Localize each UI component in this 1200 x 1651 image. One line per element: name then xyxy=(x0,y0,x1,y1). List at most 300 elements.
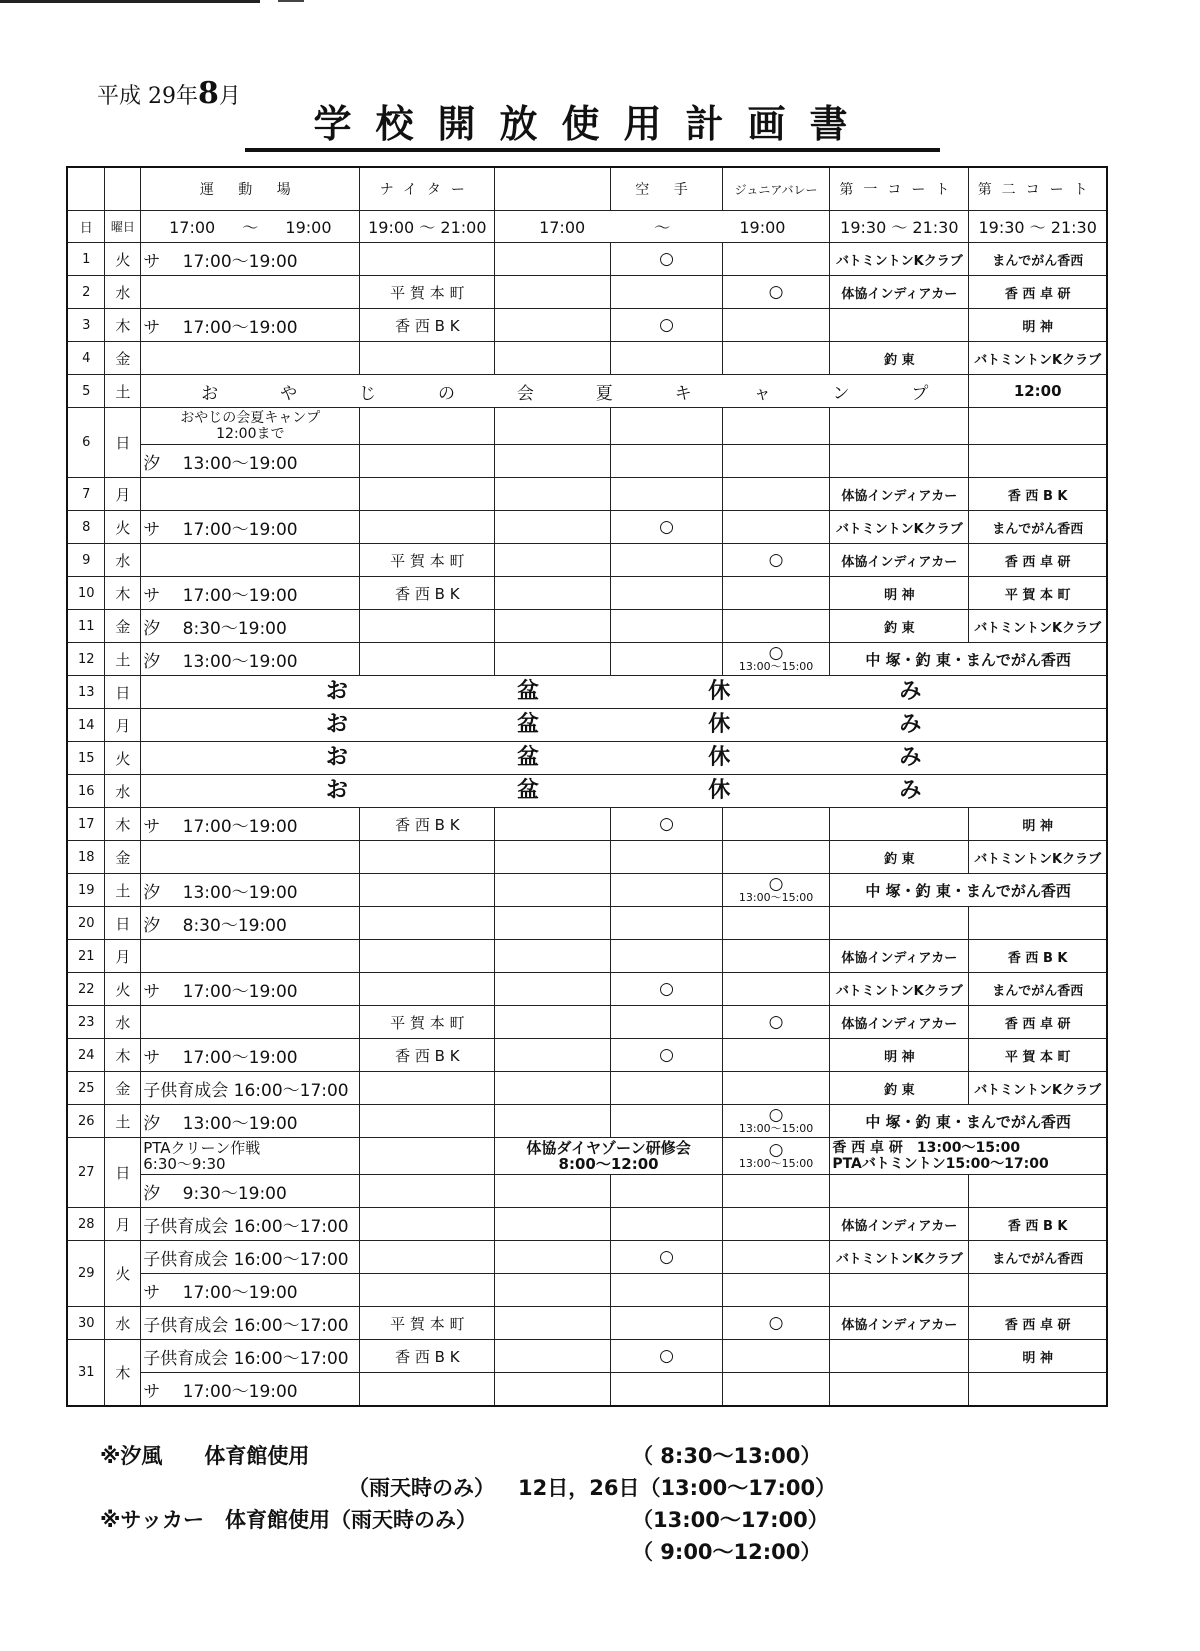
mid-cell xyxy=(495,907,611,940)
camp-note: おやじの会夏キャンプ xyxy=(180,410,321,426)
court2-cell: バトミントンKクラブ xyxy=(969,610,1107,643)
nighter-cell: 平 賀 本 町 xyxy=(360,1307,495,1340)
field-cell: 汐 8:30〜19:00 xyxy=(141,610,360,643)
nighter-cell: 平 賀 本 町 xyxy=(360,544,495,577)
weekday-cell: 木 xyxy=(105,309,141,342)
empty-cell xyxy=(611,1373,723,1407)
empty-cell xyxy=(830,1175,969,1208)
obon-char: み xyxy=(899,679,922,704)
circle-mark: ○ xyxy=(768,643,784,663)
obon-text xyxy=(141,745,1106,770)
mid-cell xyxy=(495,1072,611,1105)
karate-cell xyxy=(611,643,723,676)
training-event: 体協ダイヤゾーン研修会 xyxy=(526,1139,691,1157)
table-row xyxy=(67,445,1107,478)
day-cell: 23 xyxy=(67,1006,105,1039)
empty-cell xyxy=(722,1274,829,1307)
circle-mark: ○ xyxy=(768,1140,784,1160)
empty-cell xyxy=(830,1373,969,1407)
junior-volley-time: 13:00〜15:00 xyxy=(738,891,814,904)
table-row xyxy=(67,643,1107,676)
day-cell: 21 xyxy=(67,940,105,973)
time-mid-sep: 〜 xyxy=(654,218,671,237)
camp-banner-char: 会 xyxy=(516,383,534,404)
court2-cell: 12:00 xyxy=(969,375,1107,408)
court2-cell xyxy=(969,907,1107,940)
nighter-cell xyxy=(360,841,495,874)
obon-text xyxy=(141,679,1106,704)
court2-cell: 明 神 xyxy=(969,808,1107,841)
weekday-cell: 水 xyxy=(105,544,141,577)
junior-volley-cell: ○ xyxy=(722,544,829,577)
junior-volley-cell xyxy=(722,577,829,610)
nighter-cell xyxy=(360,1072,495,1105)
day-cell: 16 xyxy=(67,775,105,808)
header-cell xyxy=(105,167,141,211)
court1-cell xyxy=(830,808,969,841)
mid-cell xyxy=(495,1340,611,1373)
field-cell xyxy=(141,408,360,445)
court-shared-cell xyxy=(830,1138,1107,1175)
junior-volley-cell xyxy=(722,478,829,511)
court1-cell: バトミントンKクラブ xyxy=(830,243,969,276)
field-cell: 子供育成会 16:00〜17:00 xyxy=(141,1241,360,1274)
empty-cell xyxy=(611,408,723,445)
empty-cell xyxy=(495,1373,611,1407)
karate-cell xyxy=(611,1072,723,1105)
weekday-cell: 土 xyxy=(105,643,141,676)
table-row xyxy=(67,1138,1107,1175)
time-field-sep: 〜 xyxy=(242,218,259,237)
camp-banner-char: キ xyxy=(674,383,692,404)
day-cell: 2 xyxy=(67,276,105,309)
col-header-court1: 第一コート xyxy=(830,167,969,211)
camp-banner-text xyxy=(141,379,968,404)
table-row xyxy=(67,342,1107,375)
note-shiokaze-time: （ 8:30〜13:00） xyxy=(632,1444,822,1468)
weekday-cell: 火 xyxy=(105,1241,141,1307)
table-row xyxy=(67,478,1107,511)
scan-edge-mark xyxy=(278,0,304,2)
karate-cell: ○ xyxy=(611,973,723,1006)
nighter-cell: 平 賀 本 町 xyxy=(360,1006,495,1039)
mid-cell xyxy=(495,1006,611,1039)
field-cell: サ 17:00〜19:00 xyxy=(141,973,360,1006)
camp-banner xyxy=(141,375,969,408)
pta-clean: PTAクリーン作戦 xyxy=(143,1139,261,1157)
obon-holiday xyxy=(141,709,1107,742)
obon-char: 盆 xyxy=(517,778,540,803)
table-row xyxy=(67,544,1107,577)
field-cell: 子供育成会 16:00〜17:00 xyxy=(141,1340,360,1373)
court1-cell: バトミントンKクラブ xyxy=(830,511,969,544)
day-cell: 25 xyxy=(67,1072,105,1105)
nighter-cell xyxy=(360,342,495,375)
time-mid-end: 19:00 xyxy=(739,218,786,237)
court2-cell: 平 賀 本 町 xyxy=(969,577,1107,610)
day-cell: 9 xyxy=(67,544,105,577)
empty-cell xyxy=(611,1175,723,1208)
court1-cell: 釣 東 xyxy=(830,342,969,375)
table-row xyxy=(67,1274,1107,1307)
table-row xyxy=(67,742,1107,775)
day-cell: 3 xyxy=(67,309,105,342)
field-cell: 子供育成会 16:00〜17:00 xyxy=(141,1208,360,1241)
table-row xyxy=(67,408,1107,445)
karate-cell xyxy=(611,874,723,907)
table-row xyxy=(67,940,1107,973)
mid-cell xyxy=(495,544,611,577)
junior-volley-cell xyxy=(722,907,829,940)
junior-volley-cell xyxy=(722,309,829,342)
document-date xyxy=(97,76,241,111)
table-row xyxy=(67,874,1107,907)
mid-cell xyxy=(495,1241,611,1274)
camp-banner-char: 夏 xyxy=(595,383,613,404)
obon-char: 休 xyxy=(708,712,731,737)
field-cell xyxy=(141,841,360,874)
nighter-cell: 平 賀 本 町 xyxy=(360,276,495,309)
nighter-cell xyxy=(360,478,495,511)
court1-cell: 釣 東 xyxy=(830,1072,969,1105)
karate-cell xyxy=(611,577,723,610)
table-row xyxy=(67,709,1107,742)
circle-mark: ○ xyxy=(768,874,784,894)
weekday-cell: 土 xyxy=(105,1105,141,1138)
time-mid-start: 17:00 xyxy=(539,218,586,237)
table-row xyxy=(67,309,1107,342)
empty-cell xyxy=(969,408,1107,445)
table-row xyxy=(67,676,1107,709)
empty-cell xyxy=(611,445,723,478)
empty-cell xyxy=(611,1274,723,1307)
day-cell: 12 xyxy=(67,643,105,676)
field-cell: サ 17:00〜19:00 xyxy=(141,243,360,276)
junior-volley-cell xyxy=(722,1241,829,1274)
camp-banner-char: お xyxy=(201,383,219,404)
obon-char: み xyxy=(899,712,922,737)
empty-cell xyxy=(611,1208,723,1241)
time-nighter: 19:00 〜 21:00 xyxy=(360,211,495,243)
col-header-blank xyxy=(495,167,611,211)
field-cell xyxy=(141,1006,360,1039)
field-cell: 汐 8:30〜19:00 xyxy=(141,907,360,940)
weekday-cell: 土 xyxy=(105,874,141,907)
junior-volley-cell xyxy=(722,342,829,375)
day-cell: 29 xyxy=(67,1241,105,1307)
weekday-cell: 金 xyxy=(105,841,141,874)
empty-cell xyxy=(360,1274,495,1307)
karate-cell xyxy=(611,1006,723,1039)
court-booking: PTAバトミントン15:00〜17:00 xyxy=(832,1156,1049,1172)
header-row xyxy=(67,167,1107,211)
day-cell: 8 xyxy=(67,511,105,544)
court1-cell: 体協インディアカー xyxy=(830,544,969,577)
field-cell xyxy=(141,276,360,309)
court1-cell: 体協インディアカー xyxy=(830,1208,969,1241)
day-cell: 10 xyxy=(67,577,105,610)
court1-cell: 釣 東 xyxy=(830,610,969,643)
nighter-cell: 香 西 B K xyxy=(360,1039,495,1072)
court-shared-cell: 中 塚・釣 東・まんでがん香西 xyxy=(830,1105,1107,1138)
day-cell: 14 xyxy=(67,709,105,742)
court2-cell: まんでがん香西 xyxy=(969,511,1107,544)
schedule-table xyxy=(66,166,1108,1407)
nighter-cell xyxy=(360,907,495,940)
karate-cell: ○ xyxy=(611,808,723,841)
page-title: 学校開放使用計画書 xyxy=(245,100,940,152)
field-cell xyxy=(141,1138,360,1175)
obon-char: み xyxy=(899,745,922,770)
time-court1: 19:30 〜 21:30 xyxy=(830,211,969,243)
note-soccer-time2: （ 9:00〜12:00） xyxy=(632,1540,822,1564)
camp-banner-char: ン xyxy=(832,383,850,404)
court1-cell xyxy=(830,309,969,342)
day-cell: 4 xyxy=(67,342,105,375)
obon-char: 休 xyxy=(708,745,731,770)
nighter-cell xyxy=(360,511,495,544)
court2-cell: バトミントンKクラブ xyxy=(969,841,1107,874)
junior-volley-cell xyxy=(722,973,829,1006)
junior-volley-cell xyxy=(722,243,829,276)
court2-cell: バトミントンKクラブ xyxy=(969,342,1107,375)
nighter-cell xyxy=(360,243,495,276)
training-event-time: 8:00〜12:00 xyxy=(558,1155,659,1173)
junior-volley-cell xyxy=(722,940,829,973)
nighter-cell xyxy=(360,1138,495,1175)
empty-cell xyxy=(830,445,969,478)
court2-cell: バトミントンKクラブ xyxy=(969,1072,1107,1105)
junior-volley-cell xyxy=(722,1138,829,1175)
obon-holiday xyxy=(141,742,1107,775)
obon-char: お xyxy=(325,745,348,770)
empty-cell xyxy=(360,408,495,445)
table-row xyxy=(67,1373,1107,1407)
day-cell: 24 xyxy=(67,1039,105,1072)
obon-char: 休 xyxy=(708,778,731,803)
day-cell: 27 xyxy=(67,1138,105,1208)
court2-cell: 香 西 B K xyxy=(969,1208,1107,1241)
note-shiokaze: ※汐風 体育館使用 xyxy=(100,1444,310,1468)
court1-cell: 体協インディアカー xyxy=(830,1307,969,1340)
day-cell: 7 xyxy=(67,478,105,511)
header-cell xyxy=(67,167,105,211)
camp-banner-char: や xyxy=(280,383,298,404)
court1-cell: バトミントンKクラブ xyxy=(830,1241,969,1274)
weekday-cell: 土 xyxy=(105,375,141,408)
junior-volley-cell xyxy=(722,1340,829,1373)
day-cell: 30 xyxy=(67,1307,105,1340)
obon-char: 休 xyxy=(708,679,731,704)
court1-cell xyxy=(830,1340,969,1373)
empty-cell xyxy=(969,1373,1107,1407)
junior-volley-time: 13:00〜15:00 xyxy=(738,1157,814,1170)
mid-cell xyxy=(495,808,611,841)
weekday-cell: 日 xyxy=(105,408,141,478)
time-field xyxy=(141,211,360,243)
day-cell: 5 xyxy=(67,375,105,408)
weekday-cell: 日 xyxy=(105,907,141,940)
weekday-cell: 金 xyxy=(105,1072,141,1105)
court2-cell: まんでがん香西 xyxy=(969,1241,1107,1274)
table-row xyxy=(67,1307,1107,1340)
pta-clean-time: 6:30〜9:30 xyxy=(143,1155,226,1173)
nighter-cell xyxy=(360,1241,495,1274)
time-mid xyxy=(495,211,830,243)
empty-cell xyxy=(495,445,611,478)
field-cell: 子供育成会 16:00〜17:00 xyxy=(141,1072,360,1105)
weekday-cell: 火 xyxy=(105,511,141,544)
empty-cell xyxy=(969,445,1107,478)
nighter-cell xyxy=(360,643,495,676)
court2-cell: 香 西 B K xyxy=(969,940,1107,973)
note-rain-only: （雨天時のみ） xyxy=(348,1476,495,1500)
court1-cell: 明 神 xyxy=(830,577,969,610)
field-cell: サ 17:00〜19:00 xyxy=(141,511,360,544)
table-row xyxy=(67,1175,1107,1208)
empty-cell xyxy=(495,1274,611,1307)
karate-cell xyxy=(611,841,723,874)
field-cell: サ 17:00〜19:00 xyxy=(141,1039,360,1072)
empty-cell xyxy=(495,1175,611,1208)
col-header-day: 日 xyxy=(67,211,105,243)
court2-cell: まんでがん香西 xyxy=(969,243,1107,276)
day-cell: 17 xyxy=(67,808,105,841)
camp-banner-char: プ xyxy=(911,383,929,404)
nighter-cell xyxy=(360,610,495,643)
camp-note-time: 12:00まで xyxy=(216,426,285,442)
field-cell: サ 17:00〜19:00 xyxy=(141,577,360,610)
nighter-cell xyxy=(360,973,495,1006)
col-header-field: 運 動 場 xyxy=(141,167,360,211)
mid-cell xyxy=(495,973,611,1006)
weekday-cell: 木 xyxy=(105,1340,141,1407)
court2-cell: まんでがん香西 xyxy=(969,973,1107,1006)
karate-cell xyxy=(611,1105,723,1138)
day-cell: 18 xyxy=(67,841,105,874)
mid-cell xyxy=(495,342,611,375)
field-cell: サ 17:00〜19:00 xyxy=(141,808,360,841)
day-cell: 22 xyxy=(67,973,105,1006)
day-cell: 11 xyxy=(67,610,105,643)
karate-cell: ○ xyxy=(611,1241,723,1274)
weekday-cell: 水 xyxy=(105,1006,141,1039)
obon-char: お xyxy=(325,778,348,803)
empty-cell xyxy=(495,1208,611,1241)
field-cell: 汐 9:30〜19:00 xyxy=(141,1175,360,1208)
empty-cell xyxy=(830,408,969,445)
karate-cell xyxy=(611,907,723,940)
junior-volley-cell xyxy=(722,643,829,676)
field-cell: 汐 13:00〜19:00 xyxy=(141,874,360,907)
table-row xyxy=(67,808,1107,841)
mid-cell xyxy=(495,243,611,276)
empty-cell xyxy=(722,1175,829,1208)
karate-cell: ○ xyxy=(611,243,723,276)
weekday-cell: 月 xyxy=(105,1208,141,1241)
nighter-cell xyxy=(360,1105,495,1138)
camp-banner-char: ャ xyxy=(753,383,771,404)
karate-cell xyxy=(611,610,723,643)
court2-cell: 平 賀 本 町 xyxy=(969,1039,1107,1072)
circle-mark: ○ xyxy=(768,1105,784,1125)
nighter-cell: 香 西 B K xyxy=(360,309,495,342)
col-header-nighter: ナイター xyxy=(360,167,495,211)
weekday-cell: 木 xyxy=(105,1039,141,1072)
nighter-cell xyxy=(360,940,495,973)
field-cell: 汐 13:00〜19:00 xyxy=(141,643,360,676)
mid-cell xyxy=(495,1307,611,1340)
empty-cell xyxy=(722,445,829,478)
obon-char: お xyxy=(325,712,348,737)
weekday-cell: 木 xyxy=(105,577,141,610)
mid-cell xyxy=(495,1039,611,1072)
junior-volley-cell xyxy=(722,1039,829,1072)
day-cell: 13 xyxy=(67,676,105,709)
day-cell: 20 xyxy=(67,907,105,940)
junior-volley-cell: ○ xyxy=(722,276,829,309)
month-suffix: 月 xyxy=(218,84,241,109)
time-row xyxy=(67,211,1107,243)
weekday-cell: 月 xyxy=(105,709,141,742)
junior-volley-cell xyxy=(722,511,829,544)
table-row xyxy=(67,775,1107,808)
karate-cell: ○ xyxy=(611,309,723,342)
scan-edge-mark xyxy=(0,0,260,3)
junior-volley-cell: ○ xyxy=(722,1307,829,1340)
field-cell: 子供育成会 16:00〜17:00 xyxy=(141,1307,360,1340)
court2-cell: 香 西 卓 研 xyxy=(969,276,1107,309)
field-cell xyxy=(141,342,360,375)
table-row xyxy=(67,243,1107,276)
camp-banner-char: の xyxy=(437,383,455,404)
junior-volley-cell xyxy=(722,1072,829,1105)
junior-volley-cell xyxy=(722,1105,829,1138)
karate-cell xyxy=(611,478,723,511)
weekday-cell: 水 xyxy=(105,775,141,808)
court2-cell: 香 西 卓 研 xyxy=(969,1307,1107,1340)
karate-cell xyxy=(611,276,723,309)
court1-cell: 体協インディアカー xyxy=(830,276,969,309)
court2-cell: 香 西 卓 研 xyxy=(969,1006,1107,1039)
court-shared-cell: 中 塚・釣 東・まんでがん香西 xyxy=(830,643,1107,676)
field-cell xyxy=(141,478,360,511)
weekday-cell: 月 xyxy=(105,940,141,973)
karate-cell: ○ xyxy=(611,1340,723,1373)
obon-char: 盆 xyxy=(517,679,540,704)
time-court2: 19:30 〜 21:30 xyxy=(969,211,1107,243)
table-row xyxy=(67,907,1107,940)
nighter-cell: 香 西 B K xyxy=(360,1340,495,1373)
junior-volley-cell: ○ xyxy=(722,1006,829,1039)
karate-cell xyxy=(611,940,723,973)
obon-holiday xyxy=(141,676,1107,709)
obon-char: 盆 xyxy=(517,745,540,770)
court1-cell: 明 神 xyxy=(830,1039,969,1072)
empty-cell xyxy=(360,1175,495,1208)
karate-cell xyxy=(611,342,723,375)
court1-cell: バトミントンKクラブ xyxy=(830,973,969,1006)
weekday-cell: 火 xyxy=(105,742,141,775)
camp-banner-char: じ xyxy=(359,383,377,404)
junior-volley-cell xyxy=(722,874,829,907)
mid-cell xyxy=(495,1138,723,1175)
weekday-cell: 日 xyxy=(105,676,141,709)
empty-cell xyxy=(722,408,829,445)
weekday-cell: 水 xyxy=(105,1307,141,1340)
field-cell xyxy=(141,544,360,577)
field-cell: サ 17:00〜19:00 xyxy=(141,309,360,342)
